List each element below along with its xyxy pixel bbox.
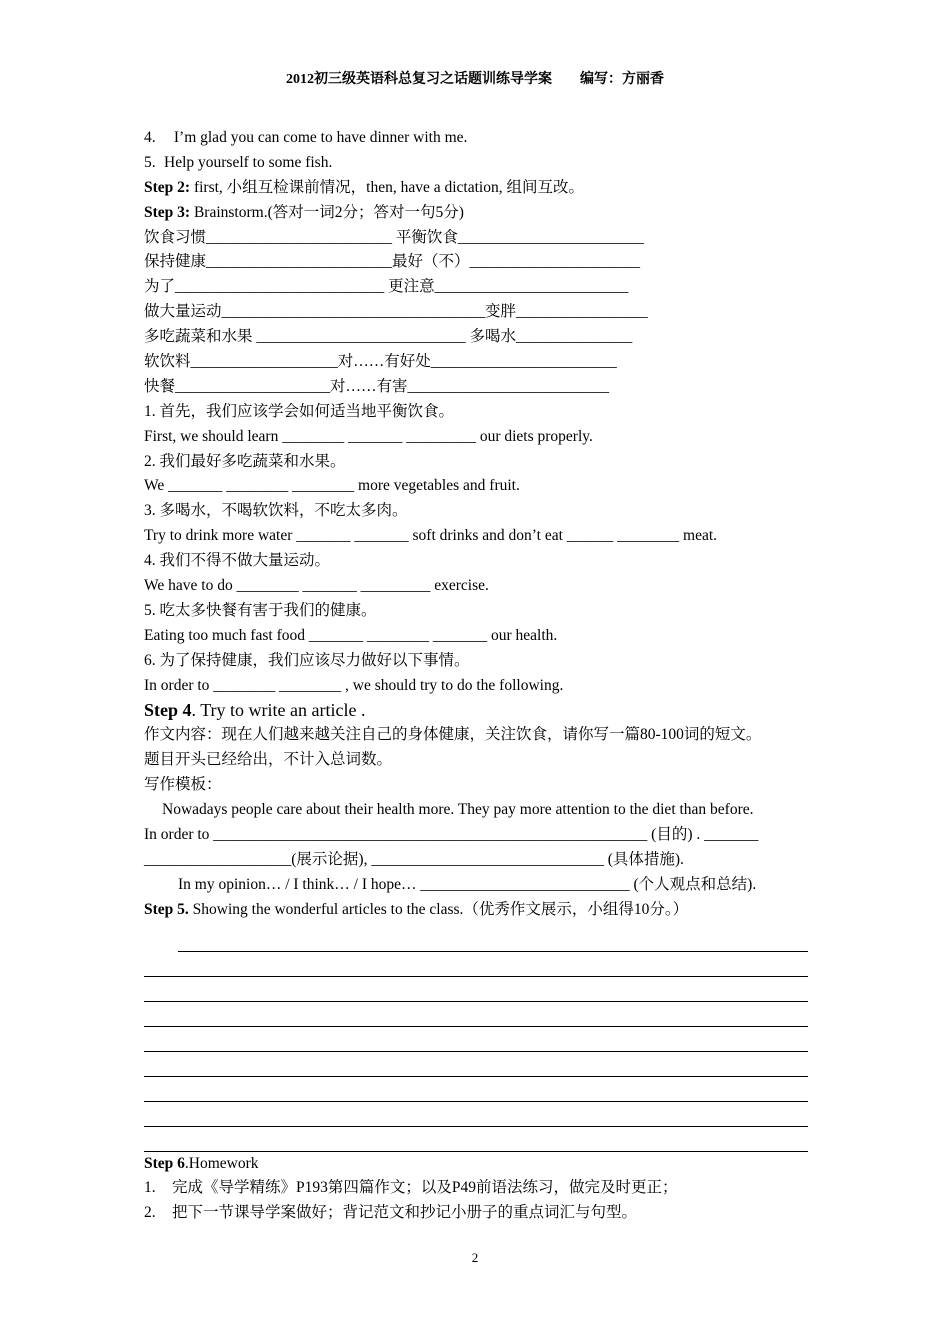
item-number: 5. — [144, 153, 156, 171]
homework-item — [144, 1201, 808, 1226]
writing-line[interactable] — [144, 952, 808, 977]
step-label: Step 6 — [144, 1154, 185, 1172]
homework-item — [144, 1176, 808, 1201]
step-text: first, 小组互检课前情况，then, have a dictation, 组间互改。 — [190, 178, 584, 196]
exercise-prompt: 4. 我们不得不做大量运动。 — [144, 552, 331, 570]
writing-line[interactable] — [144, 1002, 808, 1027]
list-item — [144, 151, 808, 176]
exercise-sentence: In order to ________ ________ , we should try to do the following. — [144, 676, 564, 694]
exercise-sentence: First, we should learn ________ _______ _________ our diets properly. — [144, 427, 593, 445]
item-text: 完成《导学精练》P193第四篇作文；以及P49前语法练习，做完及时更正； — [172, 1179, 678, 1197]
brainstorm-row: 饮食习惯________________________ 平衡饮食________________________ — [144, 228, 644, 246]
step-label: Step 4 — [144, 700, 192, 721]
writing-line[interactable] — [144, 1052, 808, 1077]
list-item — [144, 126, 808, 151]
template-line: In my opinion… / I think… / I hope… ___________________________ (个人观点和总结). — [178, 875, 757, 893]
exercise-sentence: Try to drink more water _______ _______ soft drinks and don’t eat ______ ________ meat. — [144, 527, 718, 545]
step-4 — [144, 698, 808, 723]
item-number: 2. — [144, 1204, 156, 1222]
writing-content: 题目开头已经给出，不计入总词数。 — [144, 751, 393, 769]
exercise-sentence: We _______ ________ ________ more vegetables and fruit. — [144, 477, 520, 495]
item-number: 1. — [144, 1179, 156, 1197]
writing-line[interactable] — [144, 1027, 808, 1052]
exercise-prompt: 3. 多喝水，不喝软饮料，不吃太多肉。 — [144, 502, 408, 520]
brainstorm-row: 软饮料___________________对……有好处________________________ — [144, 353, 617, 371]
step-2 — [144, 176, 808, 201]
item-text: I’m glad you can come to have dinner with me. — [170, 129, 468, 146]
exercise-prompt: 5. 吃太多快餐有害于我们的健康。 — [144, 601, 377, 619]
writing-line[interactable] — [144, 977, 808, 1002]
writing-line[interactable] — [178, 927, 808, 952]
brainstorm-row: 快餐____________________对……有害__________________________ — [144, 377, 610, 395]
step-text: Showing the wonderful articles to the class.（优秀作文展示，小组得10分。） — [188, 900, 689, 918]
step-label: Step 3: — [144, 203, 191, 221]
template-line: Nowadays people care about their health more. They pay more attention to the diet than before. — [162, 801, 754, 819]
exercise-sentence: Eating too much fast food _______ ________ _______ our health. — [144, 626, 558, 644]
exercise-prompt: 6. 为了保持健康，我们应该尽力做好以下事情。 — [144, 651, 470, 669]
writing-line[interactable] — [144, 1127, 808, 1152]
worksheet-content — [144, 126, 808, 1226]
step-text: . Try to write an article . — [191, 700, 366, 721]
step-label: Step 2: — [144, 178, 191, 196]
writing-line[interactable] — [144, 1077, 808, 1102]
item-number: 4. — [144, 129, 156, 146]
template-line: In order to ________________________________________________________ (目的) . _______ — [144, 825, 759, 843]
step-label: Step 5. — [144, 900, 189, 918]
template-line: ___________________(展示论据), ______________________________ (具体措施). — [144, 850, 684, 868]
brainstorm-row: 保持健康________________________最好（不）______________________ — [144, 253, 641, 271]
item-text: Help yourself to some fish. — [164, 153, 333, 171]
step-6 — [144, 1152, 808, 1177]
step-5 — [144, 898, 808, 923]
writing-line[interactable] — [144, 1102, 808, 1127]
page-number: 2 — [471, 1250, 479, 1265]
exercise-prompt: 1. 首先，我们应该学会如何适当地平衡饮食。 — [144, 402, 455, 420]
brainstorm-row: 做大量运动__________________________________变胖_________________ — [144, 303, 648, 321]
step-text: .Homework — [184, 1154, 259, 1172]
item-text: 把下一节课导学案做好；背记范文和抄记小册子的重点词汇与句型。 — [172, 1204, 638, 1222]
template-label: 写作模板： — [144, 776, 222, 794]
brainstorm-row: 多吃蔬菜和水果 ___________________________ 多喝水_______________ — [144, 328, 633, 346]
exercise-prompt: 2. 我们最好多吃蔬菜和水果。 — [144, 452, 346, 470]
step-text: Brainstorm.(答对一词2分；答对一句5分) — [190, 203, 464, 221]
brainstorm-row: 为了___________________________ 更注意_________________________ — [144, 278, 629, 296]
page-header: 2012初三级英语科总复习之话题训练导学案 编写：方丽香 — [286, 72, 664, 87]
writing-content: 作文内容：现在人们越来越关注自己的身体健康，关注饮食，请你写一篇80-100词的短文。 — [144, 726, 762, 744]
writing-area[interactable] — [144, 927, 808, 1152]
exercise-sentence: We have to do ________ _______ _________ exercise. — [144, 577, 489, 595]
step-3 — [144, 201, 808, 226]
